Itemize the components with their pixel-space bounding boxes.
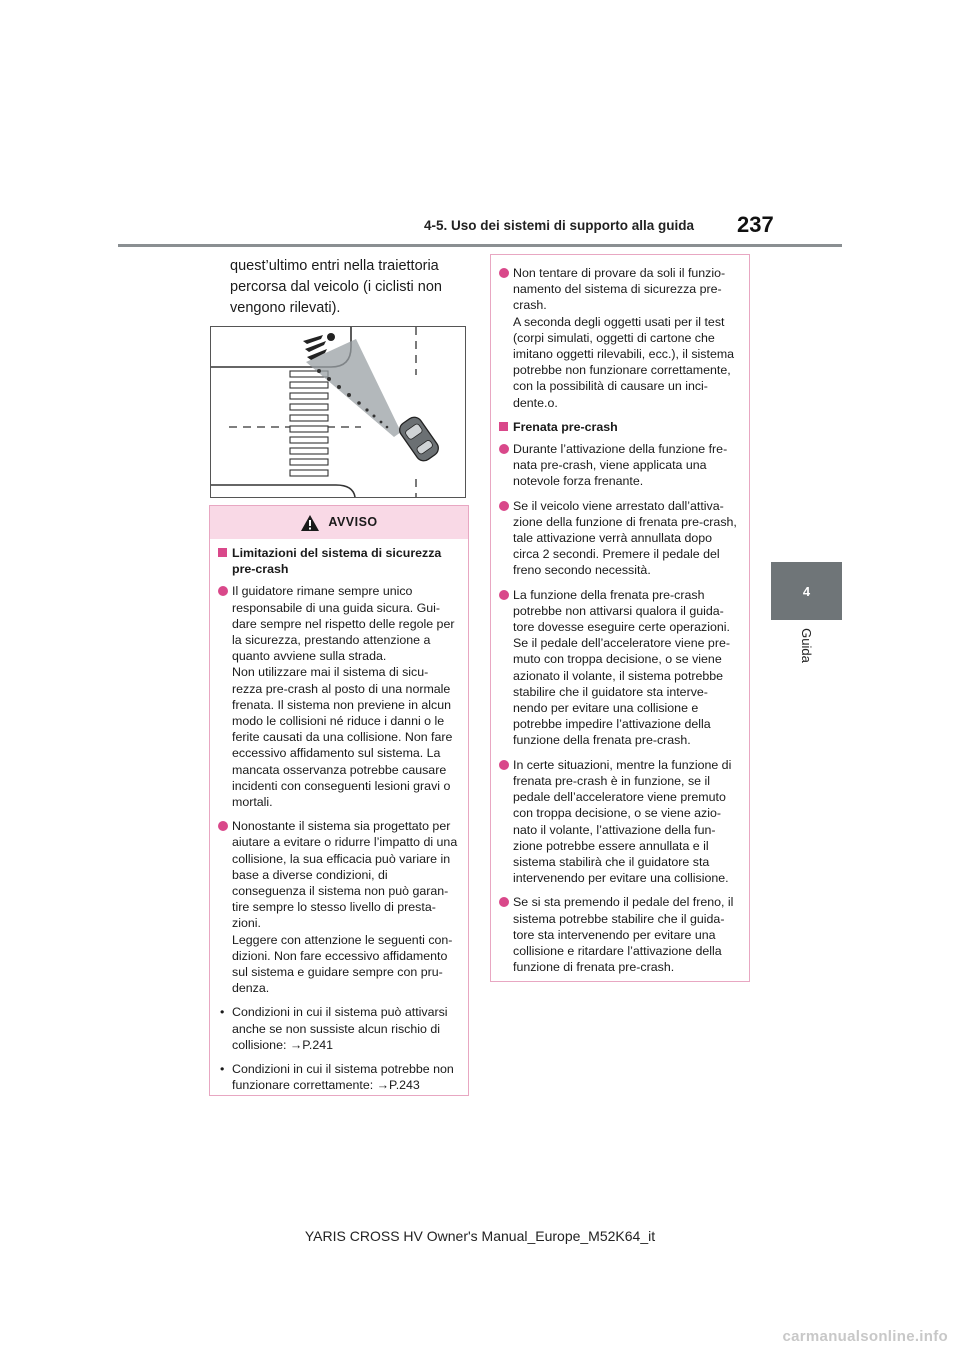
- manual-footer: YARIS CROSS HV Owner's Manual_Europe_M52K64_it: [304, 1228, 656, 1244]
- intro-paragraph: quest’ultimo entri nella traiettoria percorsa dal veicolo (i ciclisti non vengono rilevati).: [230, 258, 442, 316]
- info-item-5: Se si sta premendo il pedale del freno, il sistema potrebbe stabilire che il guida-tore sta intervenendo per evitare una collisione e ritardare l’attivazione della funzione di frenata pre-crash.: [499, 894, 739, 975]
- info-body: [491, 255, 749, 975]
- info-top-item: [499, 265, 739, 411]
- info-item-1: Durante l’attivazione della funzione fre-nata pre-crash, viene applicata una notevole forza frenante.: [499, 441, 739, 490]
- warning-item-1-text-2: Non utilizzare mai il sistema di sicu-rezza pre-crash al posto di una normale frenata. Il sistema non previene in alcun modo le collisioni né riduce i danni o le ferite causati da una collisione. Non fare eccessivo affidamento sul sistema. La mancata osservanza potrebbe causare incidenti con conseguenti lesioni gravi o mortali.: [232, 665, 453, 810]
- chapter-tab: [771, 562, 842, 620]
- page-number: 237: [737, 212, 774, 237]
- warning-item-2: [218, 818, 458, 996]
- chapter-number: 4: [802, 583, 811, 599]
- warning-heading: AVVISO: [328, 515, 378, 530]
- crossing-diagram: [211, 327, 465, 497]
- warning-item-2-text-1: Nonostante il sistema sia progettato per aiutare a evitare o ridurre l’impatto di una collisione, la sua efficacia può variare in base a diverse condizioni, di conseguenza il sistema non può garan-tire sempre lo stesso livello di presta-zioni.: [232, 819, 458, 931]
- warning-box: [209, 505, 469, 1096]
- warning-item-1: [218, 583, 458, 810]
- watermark: carmanualsonline.info: [782, 1328, 948, 1345]
- warning-sub-item-1: • Condizioni in cui il sistema può attivarsi anche se non sussiste alcun rischio di collisione: →P.241: [218, 1004, 458, 1053]
- chapter-label: Guida: [798, 627, 814, 663]
- warning-section-title: Limitazioni del sistema di sicurezza pre-crash: [218, 545, 458, 577]
- info-top-item-text-1: Non tentare di provare da soli il funzio-namento del sistema di sicurezza pre-crash.: [513, 266, 726, 313]
- info-section-title: Frenata pre-crash: [499, 419, 739, 435]
- warning-header: [210, 506, 468, 539]
- info-top-item-text-2: A seconda degli oggetti usati per il test (corpi simulati, oggetti di cartone che imitano oggetti rilevabili, ecc.), il sistema potrebbe non funzionare correttamente, con la possibilità di causare un inci-dente.o.: [513, 314, 735, 410]
- warning-sub-item-2: • Condizioni in cui il sistema potrebbe non funzionare correttamente: →P.243: [218, 1061, 458, 1093]
- crossing-illustration: [210, 326, 466, 498]
- info-item-4: In certe situazioni, mentre la funzione di frenata pre-crash è in funzione, se il pedale dell’acceleratore viene premuto con troppa decisione, o se viene azio-nato il volante, l’attivazione della fun-zione potrebbe essere annullata e il sistema stabilirà che il guidatore sta intervenendo per evitare una collisione.: [499, 757, 739, 887]
- warning-body: [210, 539, 468, 1094]
- warning-item-2-text-2: Leggere con attenzione le seguenti con-dizioni. Non fare eccessivo affidamento sul sistema e guidare sempre con pru-denza.: [232, 932, 453, 996]
- crosswalk: [290, 371, 328, 476]
- info-box: [490, 254, 750, 982]
- car-icon: [397, 414, 442, 464]
- road-edge-bottom: [211, 485, 355, 497]
- warning-triangle-icon: [300, 514, 320, 532]
- warning-item-1-text-1: Il guidatore rimane sempre unico responsabile di una guida sicura. Gui-dare sempre nel rispetto delle regole per la sicurezza, prestando attenzione a quanto avviene sulla strada.: [232, 584, 455, 664]
- header-divider: [118, 244, 842, 247]
- chapter-label-container: [771, 620, 842, 670]
- info-item-3: La funzione della frenata pre-crash potrebbe non attivarsi qualora il guida-tore dovesse eseguire certe operazioni. Se il pedale dell’acceleratore viene pre-muto con troppa decisione, o se viene azionato il volante, il sistema potrebbe stabilire che il guidatore sta interve-nendo per evitare una collisione e potrebbe impedire l’attivazione della funzione della frenata pre-crash.: [499, 587, 739, 749]
- section-title: 4-5. Uso dei sistemi di supporto alla guida: [424, 218, 695, 233]
- info-item-2: Se il veicolo viene arrestato dall’attiva-zione della funzione di frenata pre-crash, tale attivazione verrà annullata dopo circa 2 secondi. Premere il pedale del freno secondo necessità.: [499, 498, 739, 579]
